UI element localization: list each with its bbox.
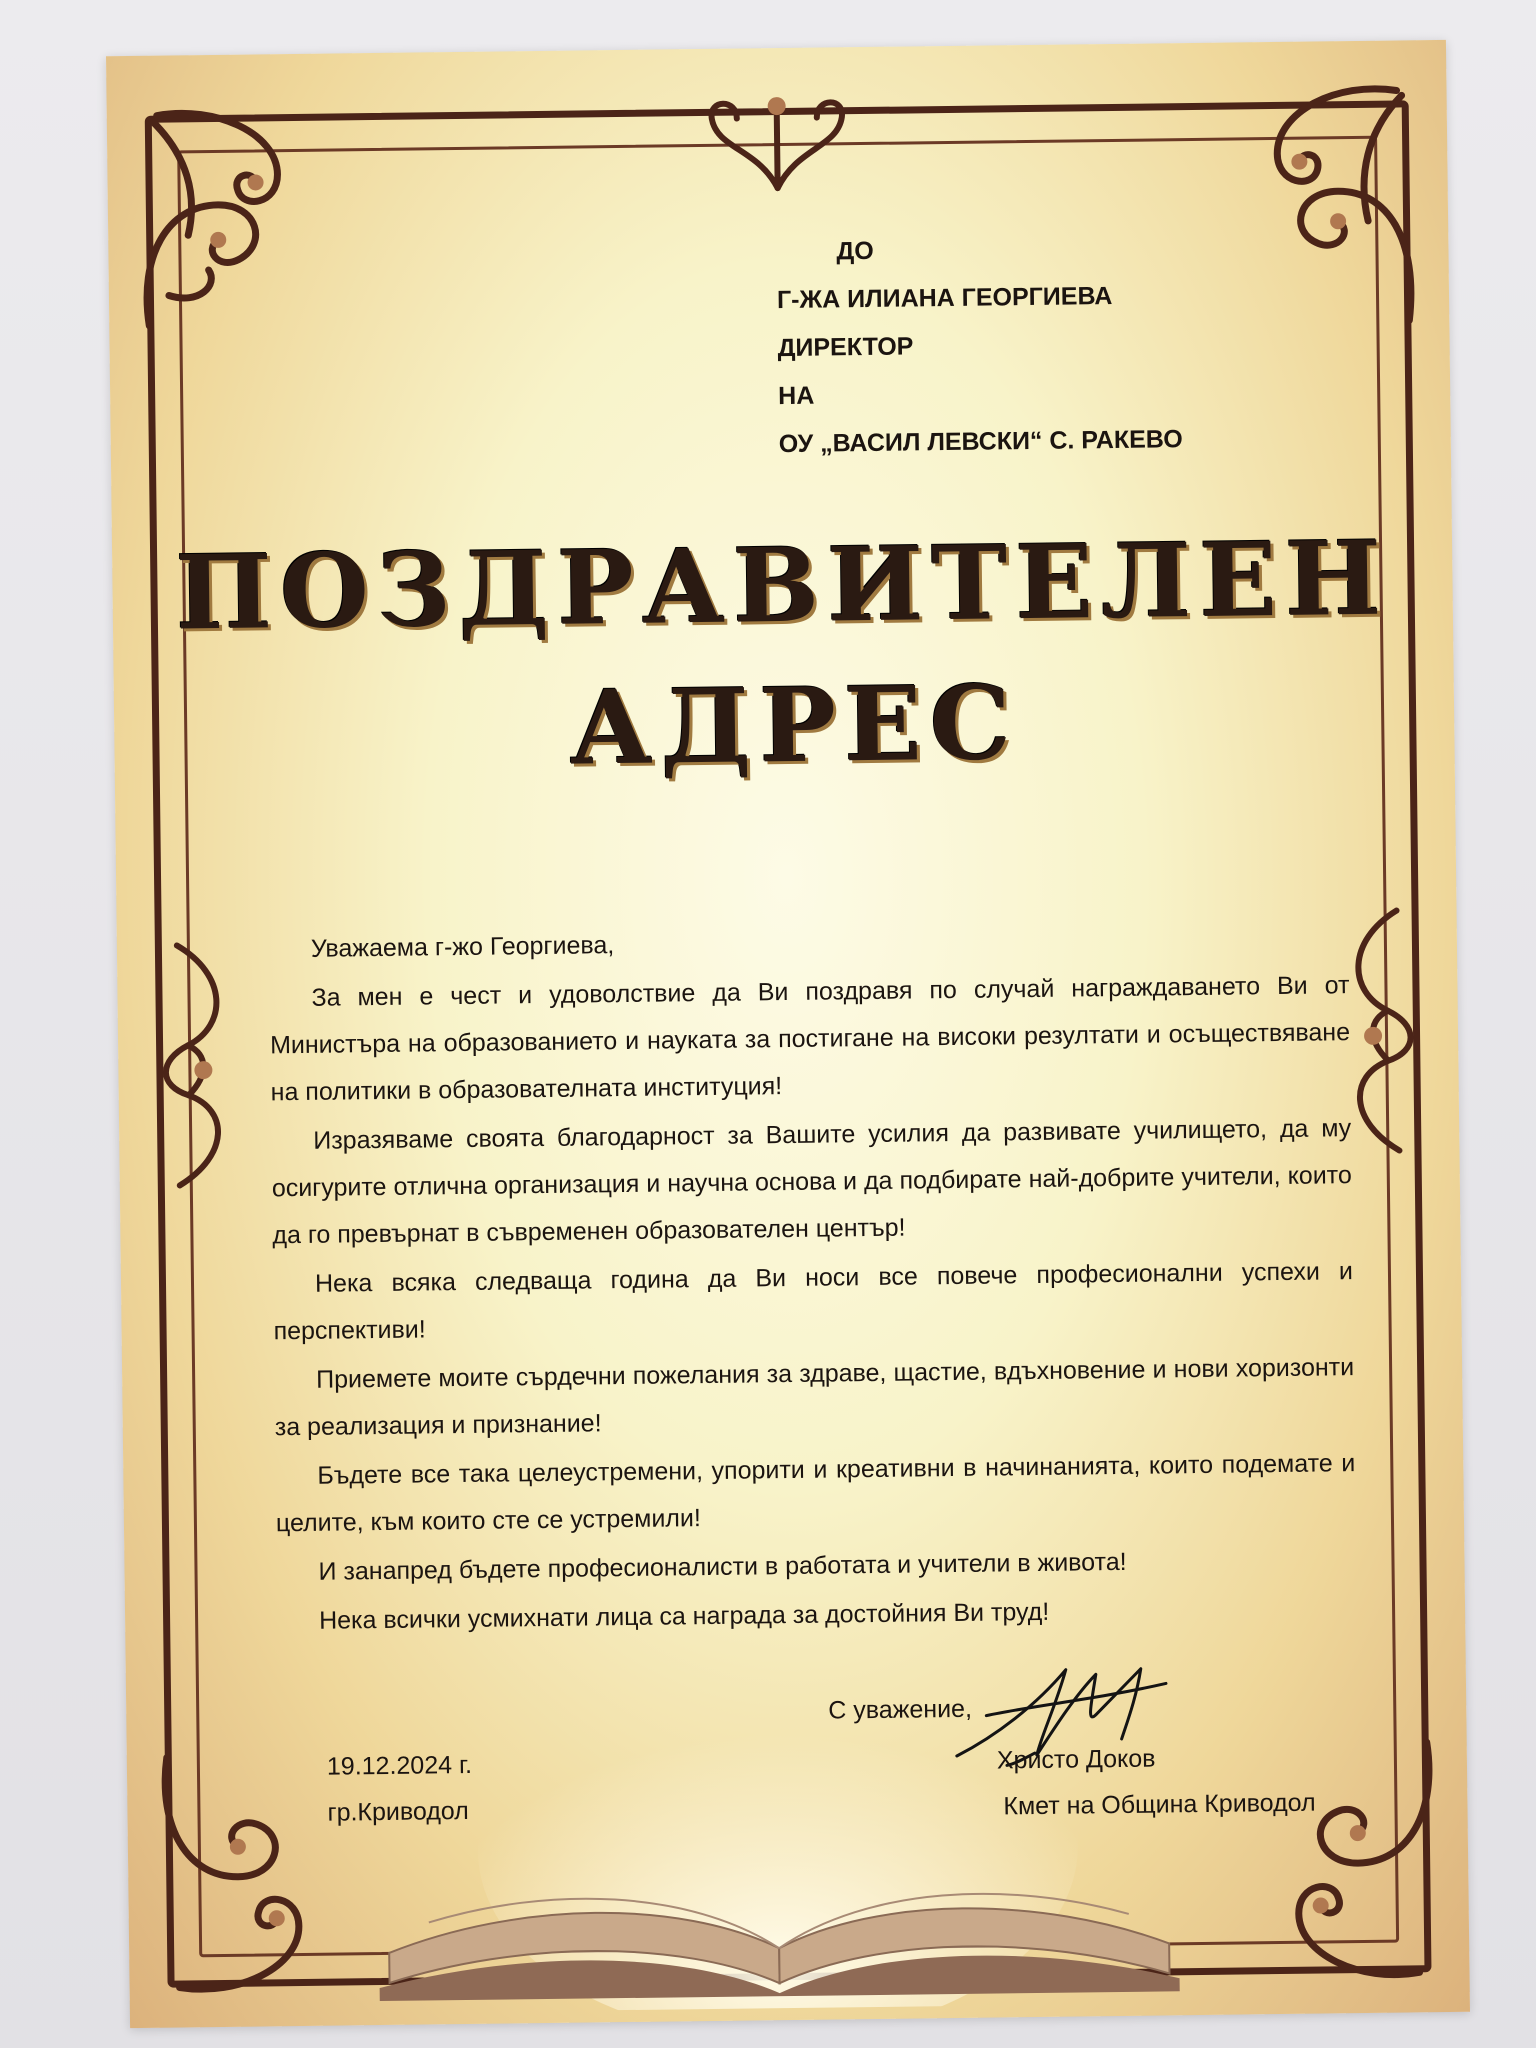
- document-place: гр.Криводол: [327, 1796, 469, 1827]
- addressee-to: ДО: [836, 236, 874, 266]
- letter-paragraph: Изразяваме своята благодарност за Вашите усилия да развивате училището, да му осигурите отлична организация и научна основа и да подбирате най-добрите учители, които да го превърнат в съвременен образователен център!: [271, 1114, 1352, 1250]
- letter-greeting: Уважаема г-жо Георгиева,: [310, 931, 615, 963]
- addressee-school: ОУ „ВАСИЛ ЛЕВСКИ“ С. РАКЕВО: [778, 425, 1183, 459]
- certificate-sheet: [106, 40, 1470, 2028]
- letter-body: [269, 913, 1358, 1647]
- letter-paragraph: И занапред бъдете професионалисти в работата и учители в живота!: [318, 1547, 1127, 1586]
- letter-paragraph: За мен е чест и удоволствие да Ви поздравя по случай награждаването Ви от Министъра на образованието и науката за постигане на високи резултати и осъществяване на политики в образователната институция!: [269, 971, 1351, 1107]
- addressee-name: Г-ЖА ИЛИАНА ГЕОРГИЕВА: [776, 281, 1113, 315]
- letter-paragraph: Нека всички усмихнати лица са награда за достойния Ви труд!: [318, 1597, 1050, 1635]
- addressee-position: ДИРЕКТОР: [777, 332, 914, 363]
- closing-phrase: С уважение,: [828, 1694, 973, 1725]
- document-title-line-1: ПОЗДРАВИТЕЛЕН: [174, 518, 1391, 654]
- date-place-block: [327, 1742, 473, 1836]
- letter-paragraph: Бъдете все така целеустремени, упорити и креативни в начинанията, които подемате и целите, към които сте се устремили!: [275, 1449, 1356, 1538]
- closing-block: [828, 1686, 972, 1734]
- letter-paragraph: Нека всяка следваща година да Ви носи все повече професионални успехи и перспективи!: [273, 1257, 1354, 1346]
- letter-paragraph: Приемете моите сърдечни пожелания за здраве, щастие, вдъхновение и нови хоризонти за реализация и признание!: [274, 1353, 1355, 1442]
- document-date: 19.12.2024 г.: [326, 1750, 473, 1781]
- document-title-line-2: АДРЕС: [568, 663, 1020, 789]
- signer-block: [997, 1734, 1316, 1830]
- addressee-block: [776, 223, 1183, 468]
- signer-name: Христо Доков: [996, 1744, 1156, 1775]
- signer-title: Кмет на Община Криводол: [1003, 1788, 1316, 1821]
- addressee-of: НА: [778, 381, 815, 411]
